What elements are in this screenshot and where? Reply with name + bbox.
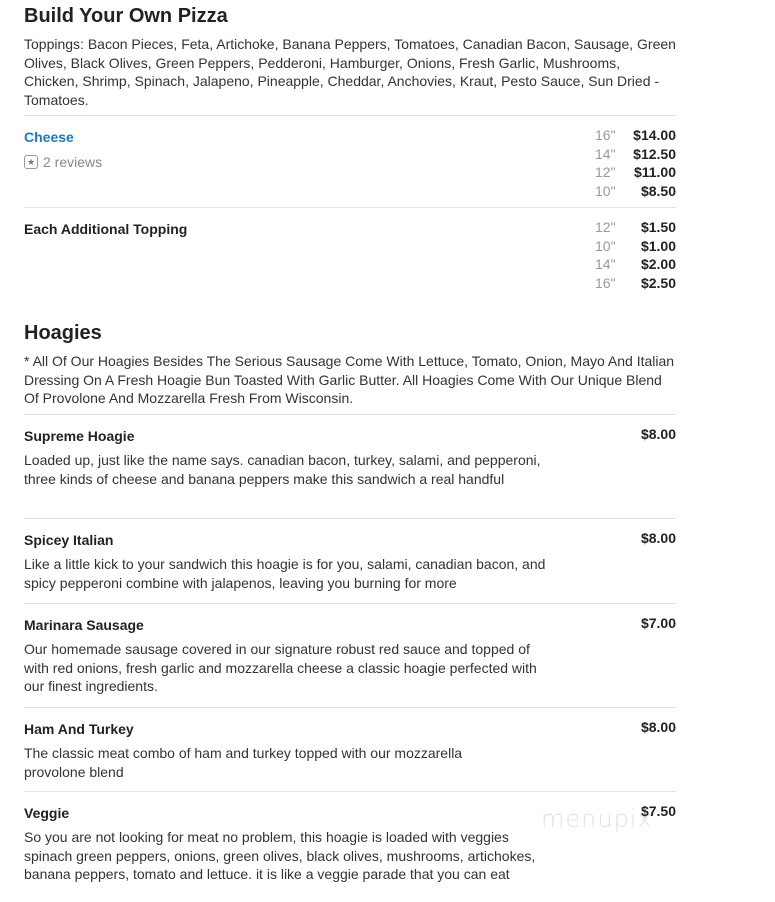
item-price: $8.00	[640, 719, 676, 735]
size-label: 14"	[595, 256, 616, 273]
price-row	[595, 256, 676, 275]
item-price: $8.00	[640, 530, 676, 546]
star-icon: ★	[24, 155, 38, 169]
price-value: $1.00	[640, 237, 676, 254]
size-label: 10"	[595, 237, 616, 254]
item-name-link[interactable]: Cheese	[24, 129, 74, 145]
item-name: Spicey Italian	[24, 532, 114, 548]
hoagies-section	[24, 321, 676, 408]
price-row	[595, 275, 676, 294]
price-value: $12.50	[633, 145, 676, 162]
price-row	[595, 219, 676, 238]
menu-item-supreme-hoagie	[24, 414, 676, 518]
price-value: $11.00	[633, 164, 676, 181]
size-label: 10"	[595, 182, 616, 199]
price-row	[595, 183, 676, 202]
price-list	[595, 127, 676, 201]
item-name: Veggie	[24, 805, 70, 821]
menu-item-ham-and-turkey	[24, 707, 676, 791]
menupix-watermark: menupix	[541, 805, 653, 833]
item-name: Supreme Hoagie	[24, 428, 135, 444]
item-name: Each Additional Topping	[24, 221, 188, 237]
item-description: Like a little kick to your sandwich this hoagie is for you, salami, canadian bacon, and spicy pepperoni combine with jalapenos, leaving you burning for more	[24, 556, 546, 591]
item-description: Our homemade sausage covered in our signature robust red sauce and topped of with red onions, fresh garlic and mozzarella cheese a classic hoagie perfected with our finest ingredients.	[24, 641, 537, 695]
price-value: $2.00	[640, 256, 676, 273]
pizza-section-title: Build Your Own Pizza	[24, 5, 228, 27]
size-label: 16"	[595, 127, 616, 143]
hoagies-section-title: Hoagies	[24, 322, 102, 344]
price-row	[595, 127, 676, 146]
size-label: 12"	[595, 219, 616, 235]
price-list	[595, 219, 676, 293]
price-row	[595, 164, 676, 183]
reviews-link[interactable]	[24, 154, 676, 170]
item-description: So you are not looking for meat no problem, this hoagie is loaded with veggies spinach green peppers, onions, green olives, black olives, mushrooms, artichokes, banana peppers, tomato and lettuce. it is like a veggie parade that you can eat	[24, 829, 536, 883]
menu-item-additional-topping	[24, 207, 676, 299]
hoagies-section-description: * All Of Our Hoagies Besides The Serious Sausage Come With Lettuce, Tomato, Onion, Mayo And Italian Dressing On A Fresh Hoagie Bun Toasted With Garlic Butter. All Hoagies Come With Our Unique Blend Of Provolone And Mozzarella Fresh From Wisconsin.	[24, 353, 675, 407]
price-value: $14.00	[633, 127, 676, 143]
price-value: $8.50	[640, 182, 676, 199]
item-description: Loaded up, just like the name says. canadian bacon, turkey, salami, and pepperoni, three kinds of cheese and banana peppers make this sandwich a real handful	[24, 452, 541, 487]
item-description: The classic meat combo of ham and turkey topped with our mozzarella provolone blend	[24, 745, 463, 780]
price-value: $2.50	[640, 274, 676, 291]
menu-item-spicey-italian	[24, 518, 676, 603]
size-label: 12"	[595, 164, 616, 181]
pizza-section-description: Toppings: Bacon Pieces, Feta, Artichoke, Banana Peppers, Tomatoes, Canadian Bacon, Sausage, Green Olives, Black Olives, Green Peppers, Pedderoni, Hamburger, Onions, Fresh Garlic, Mushrooms, Chicken, Shrimp, Spinach, Jalapeno, Pineapple, Cheddar, Anchovies, Kraut, Pesto Sauce, Sun Dried - Tomatoes.	[24, 36, 676, 108]
item-price: $7.50	[640, 803, 676, 819]
item-name: Marinara Sausage	[24, 617, 144, 633]
menu-item-marinara-sausage	[24, 603, 676, 707]
price-value: $1.50	[640, 219, 676, 235]
size-label: 14"	[595, 145, 616, 162]
pizza-section	[24, 4, 676, 109]
size-label: 16"	[595, 274, 616, 291]
price-row	[595, 238, 676, 257]
reviews-count[interactable]: 2 reviews	[43, 154, 103, 170]
price-row	[595, 146, 676, 165]
menu-item-cheese	[24, 115, 676, 207]
item-name: Ham And Turkey	[24, 721, 134, 737]
item-price: $8.00	[640, 426, 676, 442]
item-price: $7.00	[640, 615, 676, 631]
